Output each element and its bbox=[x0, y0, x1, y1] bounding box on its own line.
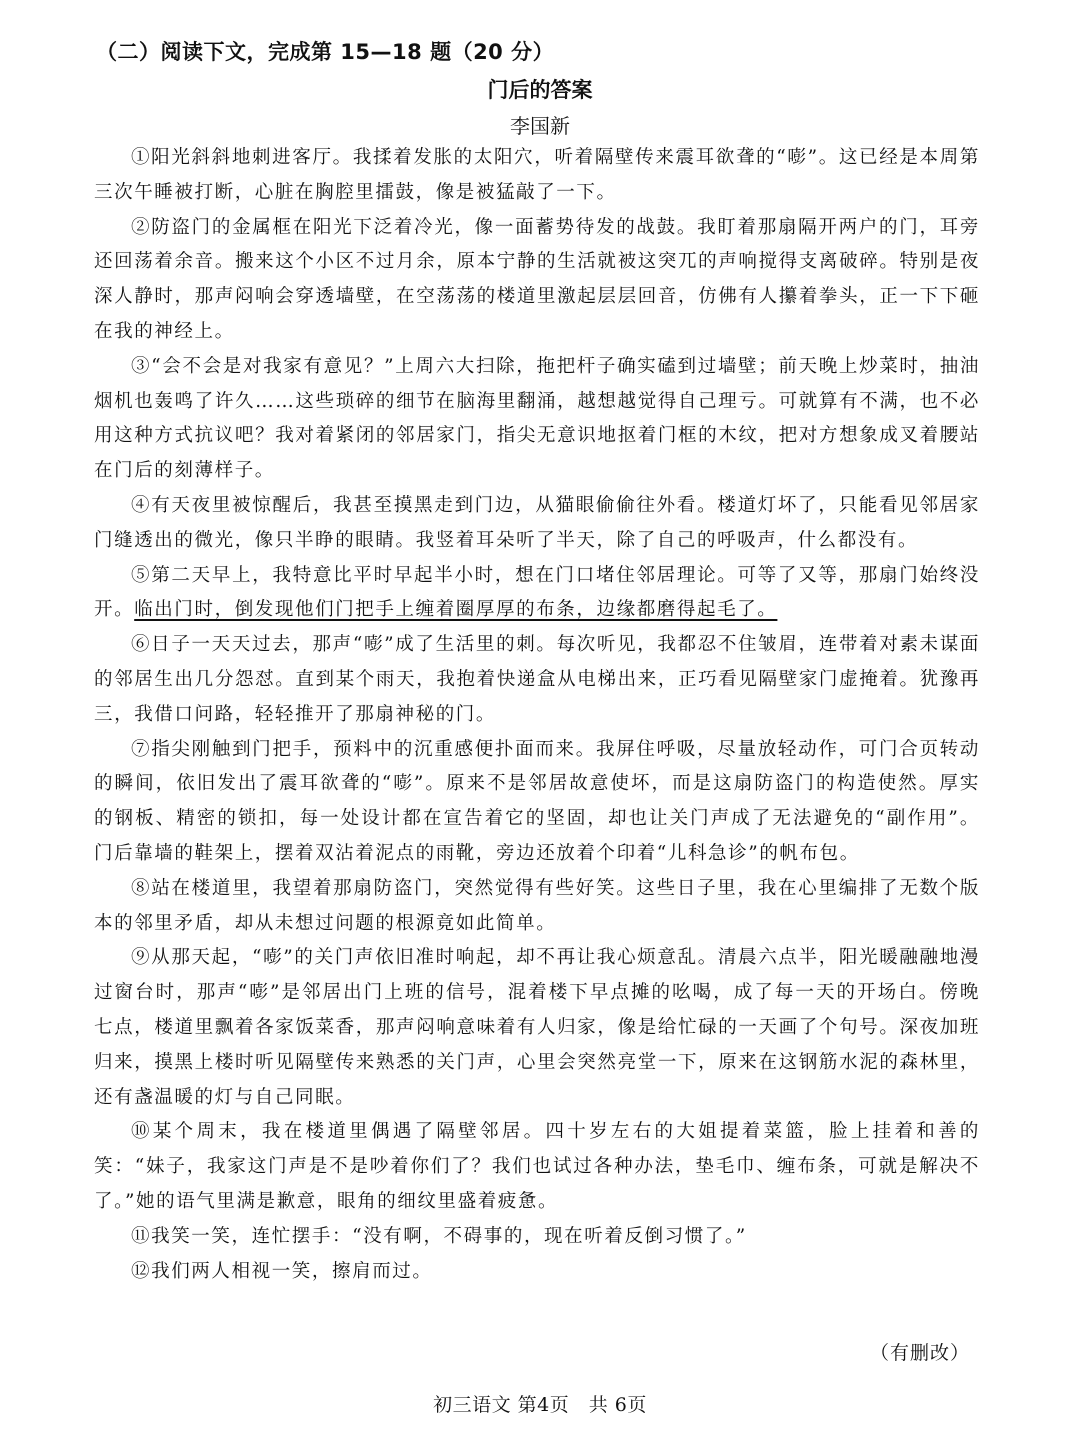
page-footer: 初三语文 第4页 共 6页 bbox=[433, 1394, 647, 1416]
paragraph-2 bbox=[94, 211, 980, 350]
article-author: 李国新 bbox=[510, 114, 570, 138]
paragraph-9 bbox=[94, 941, 980, 1115]
paragraph-text: ③“会不会是对我家有意见？”上周六大扫除，拖把杆子确实磕到过墙壁；前天晚上炒菜时，抽油烟机也轰鸣了许久……这些琐碎的细节在脑海里翻涌，越想越觉得自己理亏。可就算有不满，也不必用这种方式抗议吧？我对着紧闭的邻居家门，指尖无意识地抠着门框的木纹，把对方想象成叉着腰站在门后的刻薄样子。 bbox=[94, 355, 980, 482]
paragraph-4 bbox=[94, 489, 980, 559]
paragraph-text: ⑧站在楼道里，我望着那扇防盗门，突然觉得有些好笑。这些日子里，我在心里编排了无数个版本的邻里矛盾，却从未想过问题的根源竟如此简单。 bbox=[94, 877, 980, 934]
paragraph-3 bbox=[94, 350, 980, 489]
paragraph-1 bbox=[94, 141, 980, 211]
underlined-sentence: 临出门时，倒发现他们门把手上缠着圈厚厚的布条，边缘都磨得起毛了。 bbox=[134, 599, 778, 621]
paragraph-text: ⑪我笑一笑，连忙摆手：“没有啊，不碍事的，现在听着反倒习惯了。” bbox=[131, 1225, 747, 1247]
article-body bbox=[94, 141, 980, 1289]
edit-note: （有删改） bbox=[869, 1342, 970, 1364]
paragraph-11 bbox=[94, 1220, 980, 1255]
section-heading: （二）阅读下文，完成第 15—18 题（20 分） bbox=[96, 40, 555, 64]
paragraph-text: ⑫我们两人相视一笑，擦肩而过。 bbox=[131, 1260, 433, 1282]
paragraph-text: ⑦指尖刚触到门把手，预料中的沉重感便扑面而来。我屏住呼吸，尽量放轻动作，可门合页转动的瞬间，依旧发出了震耳欲聋的“嘭”。原来不是邻居故意使坏，而是这扇防盗门的构造使然。厚实的钢板、精密的锁扣，每一处设计都在宣告着它的坚固，却也让关门声成了无法避免的“副作用”。门后靠墙的鞋架上，摆着双沾着泥点的雨靴，旁边还放着个印着“儿科急诊”的帆布包。 bbox=[94, 738, 980, 864]
paragraph-text: ②防盗门的金属框在阳光下泛着冷光，像一面蓄势待发的战鼓。我盯着那扇隔开两户的门，耳旁还回荡着余音。搬来这个小区不过月余，原本宁静的生活就被这突兀的声响搅得支离破碎。特别是夜深人静时，那声闷响会穿透墙壁，在空荡荡的楼道里激起层层回音，仿佛有人攥着拳头，正一下下砸在我的神经上。 bbox=[94, 216, 980, 342]
paragraph-text: ④有天夜里被惊醒后，我甚至摸黑走到门边，从猫眼偷偷往外看。楼道灯坏了，只能看见邻居家门缝透出的微光，像只半睁的眼睛。我竖着耳朵听了半天，除了自己的呼吸声，什么都没有。 bbox=[94, 494, 980, 551]
paragraph-text: ⑨从那天起，“嘭”的关门声依旧准时响起，却不再让我心烦意乱。清晨六点半，阳光暖融融地漫过窗台时，那声“嘭”是邻居出门上班的信号，混着楼下早点摊的吆喝，成了每一天的开场白。傍晚七点，楼道里飘着各家饭菜香，那声闷响意味着有人归家，像是给忙碌的一天画了个句号。深夜加班归来，摸黑上楼时听见隔壁传来熟悉的关门声，心里会突然亮堂一下，原来在这钢筋水泥的森林里，还有盏温暖的灯与自己同眠。 bbox=[94, 947, 980, 1108]
paragraph-5 bbox=[94, 559, 980, 629]
paragraph-text: ⑩某个周末，我在楼道里偶遇了隔壁邻居。四十岁左右的大姐提着菜篮，脸上挂着和善的笑：“妹子，我家这门声是不是吵着你们了？我们也试过各种办法，垫毛巾、缠布条，可就是解决不了。”她的语气里满是歉意，眼角的细纹里盛着疲惫。 bbox=[94, 1121, 980, 1212]
paragraph-text: ①阳光斜斜地刺进客厅。我揉着发胀的太阳穴，听着隔壁传来震耳欲聋的“嘭”。这已经是本周第三次午睡被打断，心脏在胸腔里擂鼓，像是被猛敲了一下。 bbox=[94, 147, 980, 203]
paragraph-text: ⑤第二天早上，我特意比平时早起半小时，想在门口堵住邻居理论。可等了又等，那扇门始终没开。 bbox=[94, 564, 980, 621]
paragraph-10 bbox=[94, 1115, 980, 1219]
article-title: 门后的答案 bbox=[487, 78, 593, 102]
paragraph-12 bbox=[94, 1255, 980, 1290]
paragraph-8 bbox=[94, 872, 980, 942]
paragraph-6 bbox=[94, 628, 980, 732]
paragraph-text: ⑥日子一天天过去，那声“嘭”成了生活里的刺。每次听见，我都忍不住皱眉，连带着对素未谋面的邻居生出几分怨怼。直到某个雨天，我抱着快递盒从电梯出来，正巧看见隔壁家门虚掩着。犹豫再三，我借口问路，轻轻推开了那扇神秘的门。 bbox=[94, 634, 980, 725]
paragraph-7 bbox=[94, 733, 980, 872]
